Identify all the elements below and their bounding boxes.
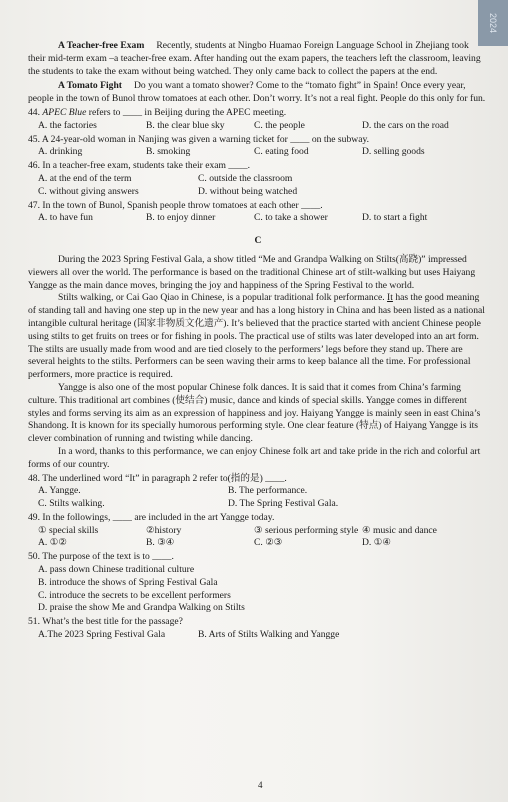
passage-title: A Teacher-free Exam — [58, 40, 145, 51]
question-options — [28, 173, 488, 199]
option[interactable]: B. smoking — [146, 146, 191, 158]
section-heading: C — [254, 235, 262, 247]
question-stem: 44. APEC Blue refers to ____ in Beijing during the APEC meeting. — [28, 106, 287, 118]
passage-teacher-free-exam — [28, 40, 488, 78]
question-options — [28, 485, 488, 511]
passage-c-paragraph-2: Stilts walking, or Cai Gao Qiao in Chinese, is a popular traditional folk performance. It has the good meaning of standing tall and having one step up in the new year and has a long history in China and has been listed as a national intangible cultural heritage (国家非物质文化遗产). It’s believed that the practice started with ancient Chinese people using stilts to get fruits on trees or for fishing in pools. The practical use of stilts was later developed into an art form. The stilts are usually made from wood and are tied closely to the performers’ legs before they stand up. There are several heights to the stilts. Performers can be seen waving their arms to keep balance all the time. For professional performers, more practice is required. — [28, 292, 485, 381]
question-options — [28, 525, 488, 551]
option[interactable]: A. Yangge. — [38, 485, 81, 497]
option[interactable]: D. to start a fight — [362, 212, 428, 224]
option[interactable]: D. The Spring Festival Gala. — [228, 498, 339, 510]
question-49 — [28, 512, 488, 550]
passage-tomato-fight — [28, 80, 488, 106]
option[interactable]: C. introduce the secrets to be excellent performers — [38, 589, 231, 601]
passage-text: Recently, students at Ningbo Huamao Foreign Language School in Zhejiang took their mid-term exam –a teacher-free exam. After handing out the exam papers, the teachers left the classroom, leaving the students to take the exam without being watched. They only came back to collect the papers at the end. — [28, 40, 481, 77]
option[interactable]: C. to take a shower — [254, 212, 328, 224]
option[interactable]: B. ③④ — [146, 537, 175, 549]
option[interactable]: A. at the end of the term — [38, 172, 132, 184]
option[interactable]: D. praise the show Me and Grandpa Walking on Stilts — [38, 602, 245, 614]
question-stem: 51. What’s the best title for the passage? — [28, 616, 183, 628]
question-45 — [28, 134, 488, 160]
question-stem: 46. In a teacher-free exam, students take their exam ____. — [28, 160, 250, 172]
option: ① special skills — [38, 524, 99, 536]
option[interactable]: C. outside the classroom — [198, 172, 293, 184]
option[interactable]: A. ①② — [38, 537, 67, 549]
question-48 — [28, 473, 488, 511]
passage-c-paragraph-4: In a word, thanks to this performance, we can enjoy Chinese folk art and take pride in the rich and colorful art forms of our country. — [28, 445, 481, 470]
question-stem: 50. The purpose of the text is to ____. — [28, 551, 174, 563]
question-stem: 45. A 24-year-old woman in Nanjing was given a warning ticket for ____ on the subway. — [28, 133, 370, 145]
option[interactable]: D. selling goods — [362, 146, 425, 158]
passage-title: A Tomato Fight — [58, 80, 122, 92]
question-options — [28, 146, 488, 159]
option[interactable]: A. the factories — [38, 119, 97, 131]
page-number: 4 — [258, 780, 263, 790]
question-options — [28, 564, 488, 615]
option[interactable]: B. The performance. — [228, 485, 308, 497]
passage-c-paragraph-1: During the 2023 Spring Festival Gala, a show titled “Me and Grandpa Walking on Stilts(高跷)” impressed viewers all over the world. The performance is based on the traditional Chinese art of stilt-walking but uses Haiyang Yangge as the main dance moves, bringing the joy and happiness of the Spring Festival to the world. — [28, 253, 476, 291]
corner-tab: 2024 — [478, 0, 508, 46]
option[interactable]: C. ②③ — [254, 537, 283, 549]
passage-c-paragraph-3: Yangge is also one of the most popular Chinese folk dances. It is said that it comes from China’s farming culture. This traditional art combines (使结合) music, dance and kinds of special skills. Yangge comes in different styles and forms serving its aim as an expression of happiness and joy. Haiyang Yangge is mainly seen in east China’s Shandong. It is known for its specially humorous performing style. One clear feature (特点) of Haiyang Yangge is its clever combination of running and twisting while dancing. — [28, 381, 481, 445]
question-50 — [28, 551, 488, 615]
option[interactable]: A. to have fun — [38, 212, 93, 224]
option[interactable]: B. the clear blue sky — [146, 119, 225, 131]
question-stem: 48. The underlined word “It” in paragraph 2 refer to(指的是) ____. — [28, 472, 287, 484]
question-stem: 49. In the followings, ____ are included in the art Yangge today. — [28, 511, 275, 523]
option[interactable]: D. without being watched — [198, 185, 298, 197]
option[interactable]: D. the cars on the road — [362, 119, 449, 131]
option: ③ serious performing style — [254, 524, 359, 536]
underlined-word: It — [387, 292, 393, 304]
question-options — [28, 629, 488, 642]
option[interactable]: B. to enjoy dinner — [146, 212, 216, 224]
option[interactable]: B. introduce the shows of Spring Festival Gala — [38, 576, 218, 588]
option[interactable]: C. the people — [254, 119, 305, 131]
option[interactable]: C. eating food — [254, 146, 309, 158]
option[interactable]: B. Arts of Stilts Walking and Yangge — [198, 629, 340, 641]
option[interactable]: A.The 2023 Spring Festival Gala — [38, 629, 166, 641]
question-51 — [28, 616, 488, 642]
option[interactable]: D. ①④ — [362, 537, 391, 549]
question-options — [28, 212, 488, 225]
option: ②history — [146, 524, 182, 536]
question-46 — [28, 160, 488, 198]
question-47 — [28, 200, 488, 226]
option[interactable]: C. without giving answers — [38, 185, 139, 197]
question-44 — [28, 107, 488, 133]
question-options — [28, 120, 488, 133]
page-content — [28, 40, 488, 642]
passage-text: Do you want a tomato shower? Come to the “tomato fight” in Spain! Once every year, people in the town of Bunol throw tomatoes at each other. Don’t worry. It’s not a real fight. People do this only for fun. — [28, 80, 486, 105]
question-stem: 47. In the town of Bunol, Spanish people throw tomatoes at each other ____. — [28, 199, 323, 211]
option[interactable]: C. Stilts walking. — [38, 498, 105, 510]
option[interactable]: A. drinking — [38, 146, 83, 158]
option[interactable]: A. pass down Chinese traditional culture — [38, 564, 195, 576]
option: ④ music and dance — [362, 524, 437, 536]
